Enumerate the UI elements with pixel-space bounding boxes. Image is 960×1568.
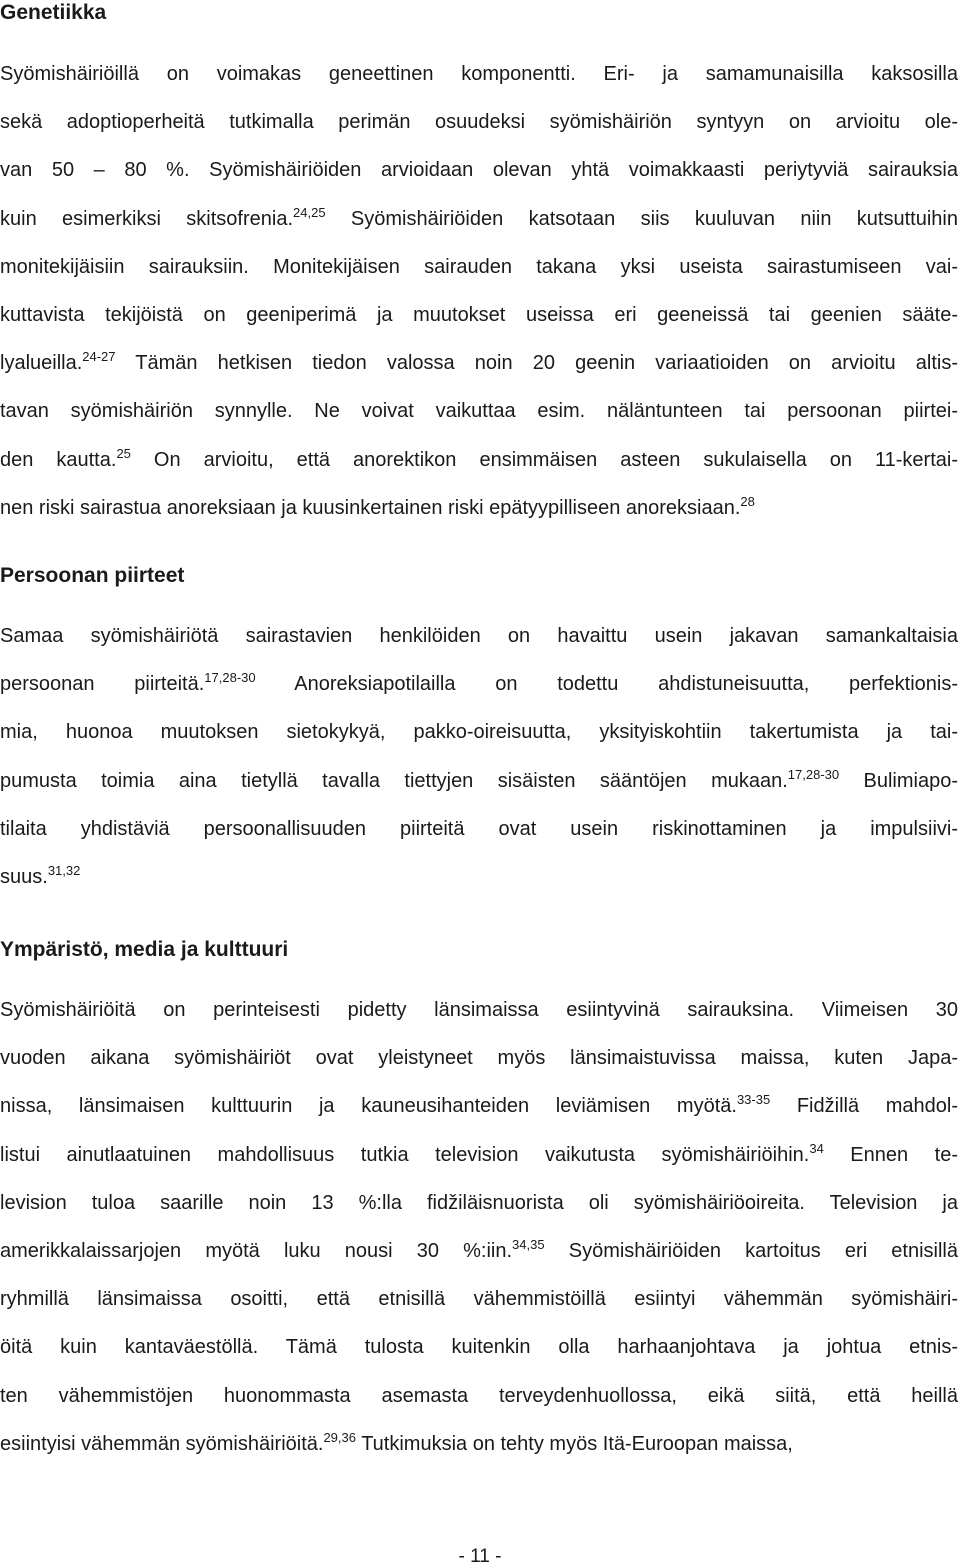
paragraph-genetics [0,50,958,532]
text-line [0,436,958,484]
citation-superscript: 34,35 [512,1236,545,1252]
text-segment: sekä adoptioperheitä tutkimalla perimän osuudeksi syömishäiriön syntyyn on arvioitu ole- [0,111,958,134]
text-segment: Tutkimuksia on tehty myös Itä-Euroopan maissa, [356,1432,793,1455]
text-line [0,1323,958,1371]
citation-superscript: 28 [740,493,755,509]
text-segment: ten vähemmistöjen huonommasta asemasta terveydenhuollossa, eikä siitä, että heillä [0,1384,958,1407]
text-line [0,612,958,660]
text-line [0,708,958,756]
text-segment: suus. [0,865,48,888]
text-segment: Syömishäiriöitä on perinteisesti pidetty länsimaissa esiintyvinä sairauksina. Viimeisen 30 [0,999,958,1021]
text-line [0,1275,958,1323]
text-segment: vuoden aikana syömishäiriöt ovat yleistyneet myös länsimaistuvissa maissa, kuten Japa- [0,1047,958,1070]
text-line [0,1420,958,1468]
section-heading-genetics: Genetiikka [0,1,107,24]
text-segment: Bulimiapo- [839,769,958,792]
text-line [0,50,958,98]
text-segment: kuttavista tekijöistä on geeniperimä ja muutokset useissa eri geeneissä tai geenien sääte- [0,303,958,326]
text-segment: persoonan piirteitä. [0,673,205,696]
text-line [0,986,958,1034]
text-segment: nissa, länsimaisen kulttuurin ja kauneusihanteiden leviämisen myötä. [0,1095,737,1118]
text-line [0,243,958,291]
text-line [0,805,958,853]
text-segment: Samaa syömishäiriötä sairastavien henkilöiden on havaittu usein jakavan samankaltaisia [0,625,958,647]
text-segment: van 50 – 80 %. Syömishäiriöiden arvioidaan olevan yhtä voimakkaasti periytyviä sairauksia [0,159,958,182]
citation-superscript: 24-27 [82,349,116,365]
text-line [0,757,958,805]
citation-superscript: 24,25 [293,204,326,220]
text-line [0,1372,958,1420]
text-segment: Anoreksiapotilailla on todettu ahdistuneisuutta, perfektionis- [255,673,958,696]
text-segment: tavan syömishäiriön synnylle. Ne voivat vaikuttaa esim. näläntunteen tai persoonan piirtei- [0,400,958,423]
citation-superscript: 17,28-30 [787,766,840,782]
text-segment: mia, huonoa muutoksen sietokykyä, pakko-oireisuutta, yksityiskohtiin takertumista ja tai- [0,721,958,744]
text-line [0,1179,958,1227]
text-segment: ryhmillä länsimaissa osoitti, että etnisillä vähemmistöillä esiintyi vähemmän syömishäiri- [0,1288,958,1311]
text-segment: nen riski sairastua anoreksiaan ja kuusinkertainen riski epätyypilliseen anoreksiaan. [0,496,741,519]
text-segment: Fidžillä mahdol- [770,1095,958,1118]
text-line [0,195,958,243]
text-segment: listui ainutlaatuinen mahdollisuus tutkia television vaikutusta syömishäiriöihin. [0,1143,810,1166]
text-line [0,1131,958,1179]
text-line [0,1227,958,1275]
text-line [0,146,958,194]
text-line [0,853,958,901]
citation-superscript: 17,28-30 [204,670,256,686]
text-segment: Syömishäiriöillä on voimakas geneettinen komponentti. Eri- ja samamunaisilla kaksosilla [0,63,958,85]
text-segment: Ennen te- [823,1143,958,1166]
citation-superscript: 31,32 [47,862,81,878]
text-segment: amerikkalaissarjojen myötä luku nousi 30 %:iin. [0,1239,513,1262]
text-segment: öitä kuin kantaväestöllä. Tämä tulosta kuitenkin olla harhaanjohtava ja johtua etnis- [0,1336,958,1359]
text-line [0,387,958,435]
text-line [0,1034,958,1082]
text-segment: Syömishäiriöiden kartoitus eri etnisillä [544,1239,958,1262]
text-segment: Syömishäiriöiden katsotaan siis kuuluvan niin kutsuttuihin [325,207,958,230]
citation-superscript: 33-35 [736,1092,771,1108]
text-segment: tilaita yhdistäviä persoonallisuuden piirteitä ovat usein riskinottaminen ja impulsiivi- [0,817,958,840]
text-line [0,98,958,146]
text-segment: monitekijäisiin sairauksiin. Monitekijäisen sairauden takana yksi useista sairastumiseen vai- [0,255,958,278]
page-number: - 11 - [458,1546,502,1567]
text-segment: lyalueilla. [0,352,83,375]
text-segment: kuin esimerkiksi skitsofrenia. [0,207,294,230]
text-line [0,291,958,339]
text-segment: pumusta toimia aina tietyllä tavalla tiettyjen sisäisten sääntöjen mukaan. [0,769,788,792]
text-segment: den kautta. [0,448,117,471]
section-heading-environment: Ympäristö, media ja kulttuuri [0,938,289,961]
text-segment: esiintyisi vähemmän syömishäiriöitä. [0,1432,324,1455]
text-segment: levision tuloa saarille noin 13 %:lla fidžiläisnuorista oli syömishäiriöoireita. Television ja [0,1191,958,1214]
citation-superscript: 25 [116,445,131,461]
paragraph-environment [0,986,958,1468]
paragraph-personality [0,612,958,901]
citation-superscript: 29,36 [323,1429,356,1445]
citation-superscript: 34 [809,1140,824,1156]
text-line [0,1082,958,1130]
text-line [0,484,958,532]
section-heading-personality: Persoonan piirteet [0,564,185,587]
text-segment: On arvioitu, että anorektikon ensimmäisen asteen sukulaisella on 11-kertai- [130,448,958,471]
text-line [0,339,958,387]
text-segment: Tämän hetkisen tiedon valossa noin 20 geenin variaatioiden on arvioitu altis- [115,352,958,375]
text-line [0,660,958,708]
